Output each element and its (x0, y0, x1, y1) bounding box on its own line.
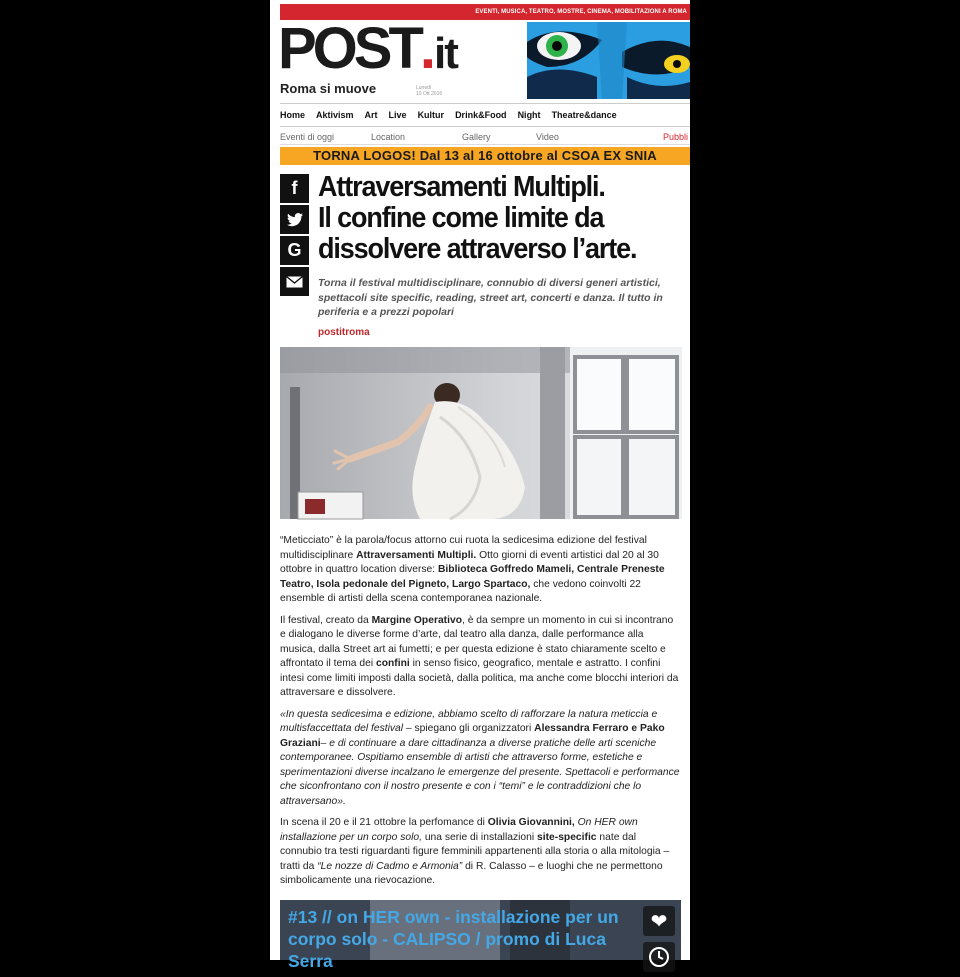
subnav-item-eventi[interactable]: Eventi di oggi (280, 131, 335, 142)
nav-item-night[interactable]: Night (517, 110, 541, 120)
p1-text-e: che vedono coinvolti 22 ensemble di artisti della scena contemporanea nazionale. (280, 578, 641, 604)
nav-item-kultur[interactable]: Kultur (417, 110, 445, 120)
article-photo (280, 347, 682, 519)
title-line-1: Attraversamenti Multipli. (318, 171, 605, 203)
date-full: 10 Ott 2016 (416, 91, 443, 97)
subnav-item-video[interactable]: Video (536, 131, 559, 142)
logo-dot: . (419, 16, 435, 81)
p1-locations: Biblioteca Goffredo Mameli, Centrale Preneste Teatro, Isola pedonale del Pigneto, Largo Spartaco, (280, 564, 665, 590)
article-author[interactable]: postitroma (318, 327, 370, 338)
paragraph-4 (280, 816, 680, 889)
subnav-item-gallery[interactable]: Gallery (462, 131, 491, 142)
p4-artist: Olivia Giovannini, (487, 817, 575, 828)
nav-item-home[interactable]: Home (280, 110, 306, 120)
p1-text-a: “Meticciato” è la parola/focus attorno cui ruota la sedicesima edizione del festival multidisciplinare (280, 535, 647, 561)
heart-icon[interactable]: ❤ (643, 906, 675, 936)
dancer-photo-image (280, 347, 682, 519)
p3-quote-d: – e di continuare a dare cittadinanza a diverse pratiche delle arti sceniche contemporanee. Ospitiamo ensemble di artisti che attraverso forme, estetiche e sperimentazioni diverse incalzano le emergenze del presente. Spettacoli e performance che siconfrontano con il nostro presente e con i “temi” e le contraddizioni che lo attraversano». (280, 737, 680, 807)
nav-item-drink-food[interactable]: Drink&Food (455, 110, 507, 120)
banner-advertisement[interactable] (527, 22, 690, 99)
article-title (318, 172, 664, 265)
facebook-icon[interactable]: f (280, 174, 309, 203)
secondary-navigation (280, 129, 690, 145)
title-line-3: dissolvere attraverso l’arte. (318, 233, 637, 265)
clock-icon[interactable] (643, 942, 675, 972)
google-icon[interactable]: G (280, 236, 309, 265)
p4-text-f: nate dal connubio tra testi riguardanti figure femminili appartenenti alla storia o alla mitologia – tratti da (280, 831, 670, 872)
p1-festival-name: Attraversamenti Multipli. (356, 549, 477, 561)
p2-organizer: Margine Operativo (371, 614, 462, 626)
site-logo[interactable] (278, 16, 457, 81)
p4-book-title: “Le nozze di Cadmo e Armonia” (317, 860, 463, 872)
p2-text-a: Il festival, creato da (280, 614, 372, 626)
logo-main: POST (278, 16, 420, 81)
p1-text-c: Otto giorni di eventi artistici dal 20 al 30 ottobre in quattro location diverse: (280, 549, 659, 575)
article-subtitle: Torna il festival multidisciplinare, connubio di diversi generi artistici, spettacoli site specific, reading, street art, concerti e danza. Il tutto in periferia e a prezzi popolari (318, 277, 663, 318)
twitter-icon[interactable] (280, 205, 309, 234)
site-tagline: Roma si muove (280, 81, 377, 96)
paragraph-3-quote (280, 708, 680, 810)
promo-banner[interactable]: TORNA LOGOS! Dal 13 al 16 ottobre al CSOA EX SNIA (280, 147, 690, 165)
nav-item-theatre-dance[interactable]: Theatre&dance (551, 110, 617, 120)
p4-work-title: On HER own installazione per un corpo solo, (280, 817, 638, 843)
date-day: Lunedì (416, 85, 432, 91)
video-title[interactable]: #13 // on HER own - installazione per un corpo solo - CALIPSO / promo di Luca Serra (288, 907, 619, 971)
title-line-2: Il confine come limite da (318, 202, 604, 234)
share-bar (280, 174, 309, 298)
banner-eyes-image (527, 22, 690, 99)
p4-text-d: una serie di installazioni (421, 831, 538, 843)
p3-quote-a: «In questa sedicesima e edizione, abbiamo scelto di rafforzare la natura meticcia e multisfaccettata del festival (280, 708, 658, 734)
p4-text-h: di R. Calasso – e luoghi che ne permettono simbolicamente una rievocazione. (280, 860, 663, 886)
p2-confini: confini (375, 658, 410, 669)
main-navigation (280, 103, 690, 127)
article-body (280, 534, 680, 896)
subnav-item-pubblicita[interactable]: Pubbli (663, 131, 689, 142)
paragraph-2 (280, 614, 680, 701)
current-date (416, 85, 442, 97)
p4-text-a: In scena il 20 e il 21 ottobre la perfomance di (280, 817, 488, 828)
logo-suffix: it (434, 29, 457, 78)
nav-item-aktivism[interactable]: Aktivism (316, 110, 354, 120)
top-bar: EVENTI, MUSICA, TEATRO, MOSTRE, CINEMA, MOBILITAZIONI A ROMA (280, 4, 690, 20)
p3-text-b: – spiegano gli organizzatori (403, 723, 535, 734)
paragraph-1 (280, 534, 680, 607)
subnav-item-location[interactable]: Location (371, 131, 406, 142)
p2-text-c: , è da sempre un momento in cui si incontrano e dialogano le diverse forme d’arte, dal teatro alla danza, dalle performance alla musica, dalla Street art ai fumetti; e per questa edizione è stato chiaramente scelto e affrontato il tema dei (280, 614, 674, 669)
p4-site-specific: site-specific (537, 831, 597, 843)
nav-item-art[interactable]: Art (364, 110, 378, 120)
email-icon[interactable] (280, 267, 309, 296)
video-embed[interactable] (280, 900, 681, 971)
nav-item-live[interactable]: Live (388, 110, 407, 120)
p2-text-e: in senso fisico, geografico, mentale e astratto. I confini intesi come limiti imposti dalla società, dalla politica, ma anche come blocchi interiori da attraversare e dissolvere. (280, 658, 679, 698)
article-page (270, 0, 690, 971)
p3-organizers: Alessandra Ferraro e Pako Graziani (280, 723, 665, 749)
